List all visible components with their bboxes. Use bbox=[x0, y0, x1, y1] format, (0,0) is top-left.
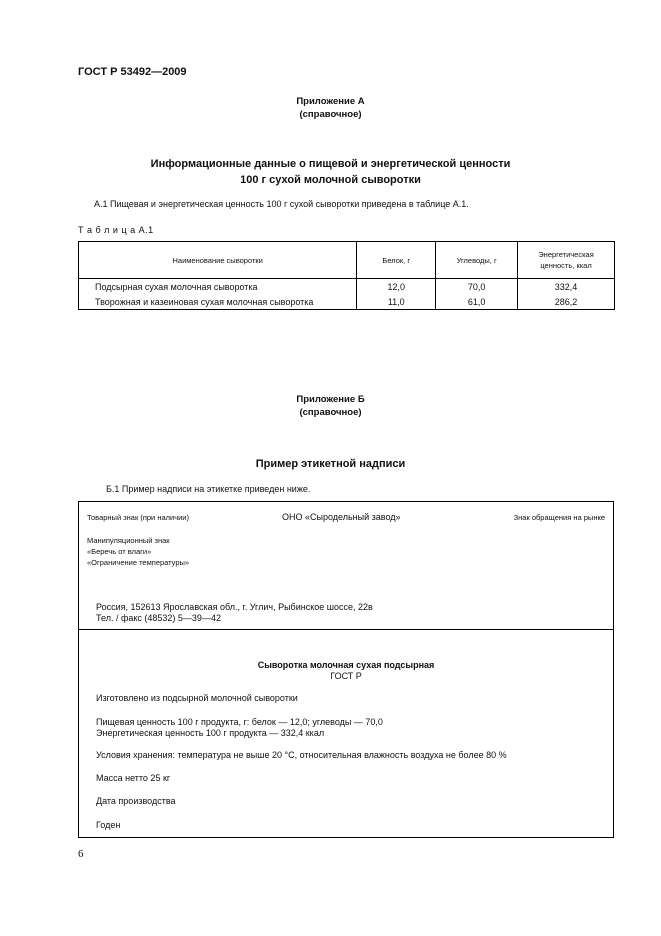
table-header-cell: Наименование сыворотки bbox=[79, 242, 357, 279]
storage-text: Условия хранения: температура не выше 20 °С, относительная влажность воздуха не более 80 % bbox=[96, 750, 507, 760]
table-header-cell: Энергетическая ценность, ккал bbox=[518, 242, 615, 279]
valid-text: Годен bbox=[96, 820, 121, 830]
table-cell: 286,2 bbox=[518, 294, 615, 310]
label-divider bbox=[79, 629, 613, 630]
table-caption: Т а б л и ц а А.1 bbox=[78, 225, 154, 235]
energy-text: Энергетическая ценность 100 г продукта — 332,4 ккал bbox=[96, 728, 325, 738]
table-cell: 61,0 bbox=[436, 294, 518, 310]
company-name: ОНО «Сыродельный завод» bbox=[282, 512, 401, 522]
appendix-a-paragraph: А.1 Пищевая и энергетическая ценность 100 г сухой сыворотки приведена в таблице А.1. bbox=[94, 199, 469, 209]
trademark-text: Товарный знак (при наличии) bbox=[87, 513, 189, 522]
table-cell: 332,4 bbox=[518, 279, 615, 295]
table-cell: 70,0 bbox=[436, 279, 518, 295]
nutrition-text: Пищевая ценность 100 г продукта, г: белок — 12,0; углеводы — 70,0 bbox=[96, 717, 383, 727]
table-cell: 12,0 bbox=[357, 279, 436, 295]
market-sign-text: Знак обращения на рынке bbox=[513, 513, 605, 522]
page-number: 6 bbox=[78, 848, 84, 860]
appendix-b-heading: Пример этикетной надписи bbox=[255, 458, 406, 470]
nutrition-table bbox=[78, 241, 615, 310]
made-from-text: Изготовлено из подсырной молочной сыворотки bbox=[96, 693, 298, 703]
product-name: Сыворотка молочная сухая подсырная bbox=[257, 660, 435, 670]
table-header-cell: Белок, г bbox=[357, 242, 436, 279]
table-row bbox=[79, 294, 615, 310]
appendix-a-heading-line1: Информационные данные о пищевой и энергетической ценности bbox=[150, 158, 511, 170]
handling-sign-line1: Манипуляционный знак bbox=[87, 536, 170, 545]
appendix-b-paragraph: Б.1 Пример надписи на этикетке приведен ниже. bbox=[106, 484, 311, 494]
appendix-a-title: Приложение А bbox=[296, 96, 365, 107]
table-cell: 11,0 bbox=[357, 294, 436, 310]
phone-text: Тел. / факс (48532) 5—39—42 bbox=[96, 613, 221, 623]
product-standard: ГОСТ Р bbox=[330, 671, 362, 681]
handling-sign-line3: «Ограничение температуры» bbox=[87, 558, 190, 567]
appendix-a-subtitle: (справочное) bbox=[299, 109, 362, 120]
table-row bbox=[79, 279, 615, 295]
appendix-b-title: Приложение Б bbox=[296, 394, 365, 405]
handling-sign-line2: «Беречь от влаги» bbox=[87, 547, 152, 556]
production-date-text: Дата производства bbox=[96, 796, 176, 806]
net-weight-text: Масса нетто 25 кг bbox=[96, 773, 171, 783]
label-example-box bbox=[78, 501, 614, 838]
table-cell: Творожная и казеиновая сухая молочная сыворотка bbox=[79, 294, 357, 310]
appendix-a-heading-line2: 100 г сухой молочной сыворотки bbox=[240, 174, 421, 186]
table-header-row bbox=[79, 242, 615, 279]
address-text: Россия, 152613 Ярославская обл., г. Углич, Рыбинское шоссе, 22в bbox=[96, 602, 373, 612]
document-header: ГОСТ Р 53492—2009 bbox=[78, 66, 187, 78]
table-header-cell: Углеводы, г bbox=[436, 242, 518, 279]
table-cell: Подсырная сухая молочная сыворотка bbox=[79, 279, 357, 295]
appendix-b-subtitle: (справочное) bbox=[299, 407, 362, 418]
